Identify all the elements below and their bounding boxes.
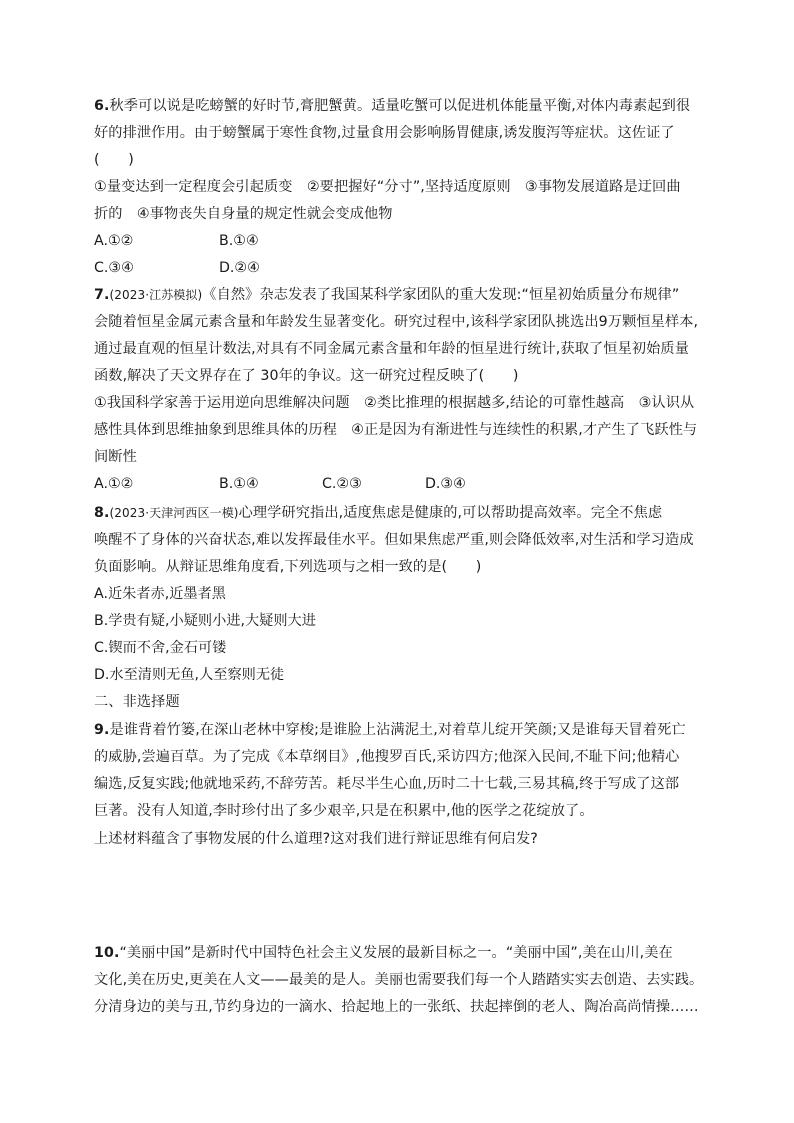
- question-9-line-2: 的威胁,尝遍百草。为了完成《本草纲目》,他搜罗百氏,采访四方;他深入民间,不耻下问;他精心: [94, 749, 680, 765]
- question-7-option-d: D.③④: [425, 476, 466, 492]
- question-7-source: (2023·江苏模拟): [109, 288, 203, 302]
- question-7-statements-line-2: 感性具体到思维抽象到思维具体的历程 ④正是因为有渐进性与连续性的积累,才产生了飞跃性与: [94, 422, 698, 438]
- question-8-line-3: 负面影响。从辩证思维角度看,下列选项与之相一致的是( ): [94, 559, 482, 575]
- question-9-prompt: 上述材料蕴含了事物发展的什么道理?这对我们进行辩证思维有何启发?: [94, 831, 538, 847]
- question-10-line-2: 文化,美在历史,更美在人文——最美的是人。美丽也需要我们每一个人踏踏实实去创造、去实践。: [94, 972, 704, 988]
- question-6-statements-line-2: 折的 ④事物丧失自身量的规定性就会变成他物: [94, 206, 393, 222]
- question-7-number: 7.: [94, 287, 110, 303]
- question-7-option-c: C.②③: [322, 476, 362, 492]
- section-heading-non-choice: 二、非选择题: [94, 694, 180, 710]
- question-6-line-1: 6.秋季可以说是吃螃蟹的好时节,膏肥蟹黄。适量吃蟹可以促进机体能量平衡,对体内毒素起到很: [94, 98, 691, 114]
- question-8-option-c: C.锲而不舍,金石可镂: [94, 640, 227, 656]
- question-7-statements-line-3: 间断性: [94, 449, 137, 465]
- question-6-option-b: B.①④: [219, 233, 259, 249]
- question-10-line-1: 10.“美丽中国”是新时代中国特色社会主义发展的最新目标之一。“美丽中国”,美在山川,美在: [94, 945, 673, 961]
- question-6-answer-blank: ( ): [94, 152, 134, 168]
- question-8-source: (2023·天津河西区一模): [109, 506, 239, 520]
- question-6-statements-line-1: ①量变达到一定程度会引起质变 ②要把握好“分寸”,坚持适度原则 ③事物发展道路是迂回曲: [94, 179, 681, 195]
- question-9-line-1: 9.是谁背着竹篓,在深山老林中穿梭;是谁脸上沾满泥土,对着草儿绽开笑颜;又是谁每天冒着死亡: [94, 722, 686, 738]
- question-9-line-4: 巨著。没有人知道,李时珍付出了多少艰辛,只是在积累中,他的医学之花绽放了。: [94, 803, 594, 819]
- question-7-line-4: 函数,解决了天文界存在了 30年的争议。这一研究过程反映了( ): [94, 368, 519, 384]
- question-6-number: 6.: [94, 98, 110, 114]
- question-7-line-2: 会随着恒星金属元素含量和年龄发生显著变化。研究过程中,该科学家团队挑选出9万颗恒星样本,: [94, 314, 699, 330]
- question-7-line-1: 7.(2023·江苏模拟)《自然》杂志发表了我国某科学家团队的重大发现:“恒星初始质量分布规律”: [94, 287, 680, 303]
- question-6-option-c: C.③④: [94, 260, 134, 276]
- question-7-option-b: B.①④: [219, 476, 259, 492]
- question-8-option-d: D.水至清则无鱼,人至察则无徒: [94, 667, 285, 683]
- question-8-line-2: 唤醒不了身体的兴奋状态,难以发挥最佳水平。但如果焦虑严重,则会降低效率,对生活和学习造成: [94, 532, 694, 548]
- question-9-line-3: 编选,反复实践;他就地采药,不辞劳苦。耗尽半生心血,历时二十七载,三易其稿,终于写成了这部: [94, 776, 680, 792]
- question-8-number: 8.: [94, 505, 110, 521]
- question-8-option-b: B.学贵有疑,小疑则小进,大疑则大进: [94, 613, 316, 629]
- question-8-option-a: A.近朱者赤,近墨者黑: [94, 586, 226, 602]
- question-8-line-1: 8.(2023·天津河西区一模)心理学研究指出,适度焦虑是健康的,可以帮助提高效率。完全不焦虑: [94, 505, 663, 521]
- question-6-option-d: D.②④: [219, 260, 260, 276]
- question-10-line-3: 分清身边的美与丑,节约身边的一滴水、拾起地上的一张纸、扶起摔倒的老人、陶冶高尚情操……: [94, 999, 699, 1015]
- question-7-statements-line-1: ①我国科学家善于运用逆向思维解决问题 ②类比推理的根据越多,结论的可靠性越高 ③认识从: [94, 395, 695, 411]
- question-6-line-2: 好的排泄作用。由于螃蟹属于寒性食物,过量食用会影响肠胃健康,诱发腹泻等症状。这佐证了: [94, 125, 675, 141]
- question-10-number: 10.: [94, 945, 120, 961]
- question-9-number: 9.: [94, 722, 110, 738]
- question-7-option-a: A.①②: [94, 476, 134, 492]
- question-6-option-a: A.①②: [94, 233, 134, 249]
- question-7-line-3: 通过最直观的恒星计数法,对具有不同金属元素含量和年龄的恒星进行统计,获取了恒星初始质量: [94, 341, 690, 357]
